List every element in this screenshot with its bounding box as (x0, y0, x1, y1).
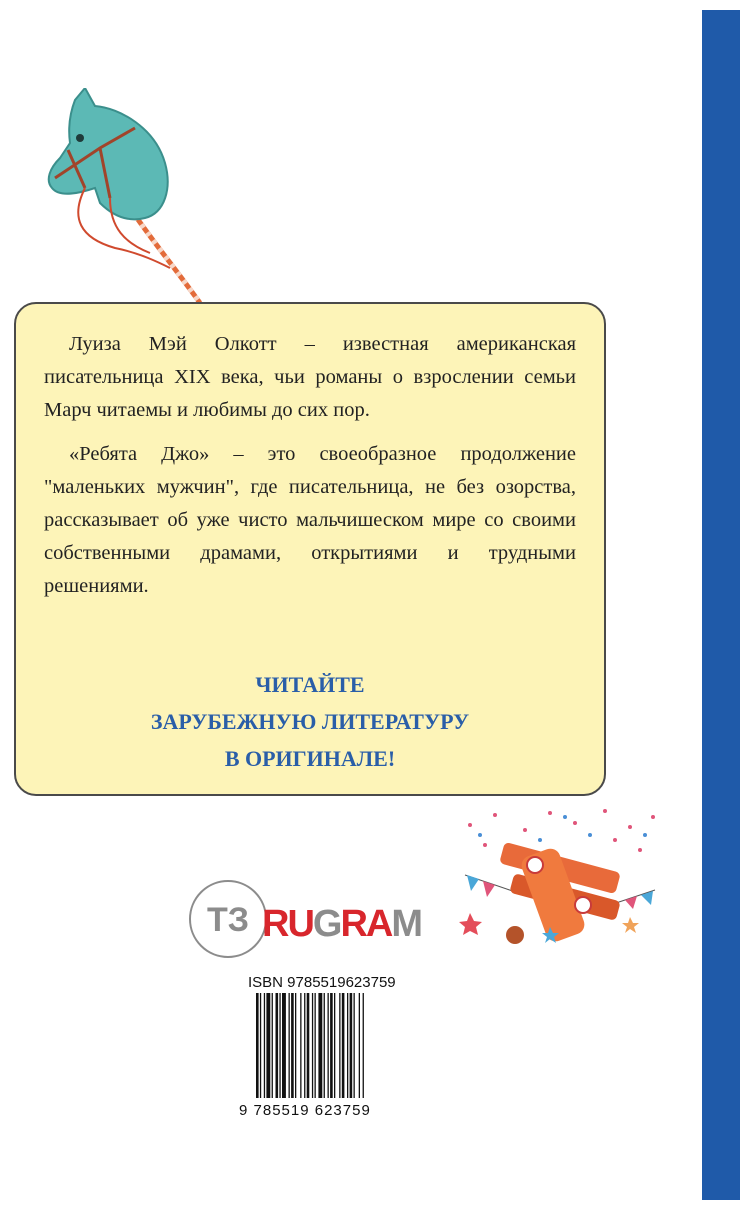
barcode-bar (363, 993, 364, 1098)
publisher-name-part-4: M (391, 903, 421, 945)
barcode-bar (295, 993, 296, 1098)
book-spine (702, 10, 740, 1200)
barcode-bar (260, 993, 261, 1098)
barcode-bar (324, 993, 325, 1098)
publisher-logo (188, 878, 438, 960)
publisher-name-part-1: RU (262, 903, 313, 945)
barcode-bar (350, 993, 353, 1098)
barcode-bar (304, 993, 305, 1098)
barcode-bar (264, 993, 265, 1098)
barcode-bar (256, 993, 259, 1098)
isbn-label: ISBN 9785519623759 (248, 974, 396, 991)
slogan-line-3: В ОРИГИНАЛЕ! (224, 746, 396, 771)
barcode-bar (307, 993, 310, 1098)
barcode-bar (328, 993, 329, 1098)
barcode-bar (266, 993, 270, 1098)
description-paragraph-2: «Ребята Джо» – это своеобразное продолжение "маленьких мужчин", где писательница, не без озорства, рассказывает об уже чисто мальчишеском мире со своими собственными драмами, открытиями и трудными решениями. (44, 443, 576, 597)
isbn-barcode (256, 993, 396, 1098)
barcode-bar (354, 993, 355, 1098)
slogan-line-1: ЧИТАЙТЕ (255, 672, 365, 697)
isbn-digits: 9 785519 623759 (239, 1102, 371, 1119)
barcode-bar (318, 993, 322, 1098)
barcode-bar (279, 993, 280, 1098)
barcode-bar (342, 993, 345, 1098)
slogan-line-2: ЗАРУБЕЖНУЮ ЛИТЕРАТУРУ (150, 709, 470, 734)
publisher-name (262, 903, 421, 945)
barcode-bar (272, 993, 273, 1098)
horse-head-toy-icon (40, 88, 220, 308)
barcode-bar (289, 993, 290, 1098)
publisher-mark: ТЗ (206, 901, 250, 939)
toy-airplane-icon (455, 805, 665, 960)
barcode-bar (315, 993, 316, 1098)
barcode-bar (347, 993, 348, 1098)
barcode-bar (276, 993, 279, 1098)
description-paragraph-1: Луиза Мэй Олкотт – известная американская писательница XIX века, чьи романы о взрослении семьи Марч читаемы и любимы до сих пор. (44, 333, 576, 421)
barcode-bar (282, 993, 286, 1098)
barcode-bar (334, 993, 335, 1098)
publisher-name-part-3: RA (340, 903, 392, 945)
barcode-bar (291, 993, 294, 1098)
barcode-bar (312, 993, 313, 1098)
barcode-bar (330, 993, 333, 1098)
publisher-name-part-2: G (312, 903, 341, 945)
barcode-bar (339, 993, 340, 1098)
barcode-bar (359, 993, 360, 1098)
barcode-bar (300, 993, 301, 1098)
